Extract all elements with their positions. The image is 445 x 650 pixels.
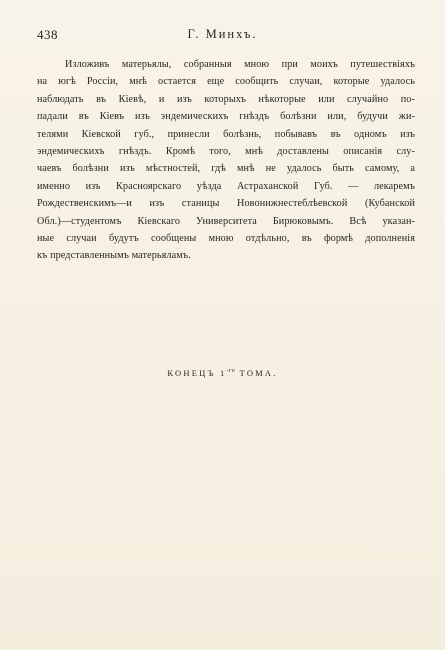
text-line: Рождественскимъ—и изъ станицы Новонижнестеблѣевской (Кубанской bbox=[37, 198, 415, 210]
body-paragraph bbox=[37, 56, 415, 265]
text-line: падали въ Кіевъ изъ эндемическихъ гнѣздъ болѣзни или, будучи жи- bbox=[37, 111, 415, 123]
text-line: именно изъ Красноярскаго уѣзда Астраханской Губ. — лекаремъ bbox=[37, 180, 415, 192]
text-line: эндемическихъ гнѣздъ. Кромѣ того, мнѣ доставлены описанія слу- bbox=[37, 145, 415, 157]
end-of-volume-colophon bbox=[0, 368, 445, 378]
page-header bbox=[37, 27, 408, 43]
text-line: Изложивъ матерьялы, собранныя мною при моихъ путешествіяхъ bbox=[65, 59, 415, 70]
text-line: чаевъ болѣзни изъ мѣстностей, гдѣ мнѣ не удалось быть самому, а bbox=[37, 163, 415, 175]
text-line: къ представленнымъ матерьяламъ. bbox=[37, 250, 191, 262]
text-line: Обл.)—студентомъ Кіевскаго Университета Бирюковымъ. Всѣ указан- bbox=[37, 215, 415, 227]
text-line: наблюдать въ Кіевѣ, и изъ которыхъ нѣкоторые или случайно по- bbox=[37, 93, 415, 105]
running-head: Г. Минхъ. bbox=[187, 27, 258, 41]
text-line: телями Кіевской губ., принесли болѣзнь, побывавъ въ одномъ изъ bbox=[37, 128, 415, 140]
page-number: 438 bbox=[37, 27, 58, 42]
colophon-text: КОНЕЦЪ 1 bbox=[167, 368, 227, 378]
colophon-text-end: ТОМА. bbox=[235, 368, 278, 378]
colophon-superscript: -го bbox=[226, 368, 236, 375]
text-line: ные случаи будутъ сообщены мною отдѣльно, въ формѣ дополненія bbox=[37, 232, 415, 244]
text-line: на югѣ Россіи, мнѣ остается еще сообщить случаи, которые удалось bbox=[37, 76, 415, 88]
